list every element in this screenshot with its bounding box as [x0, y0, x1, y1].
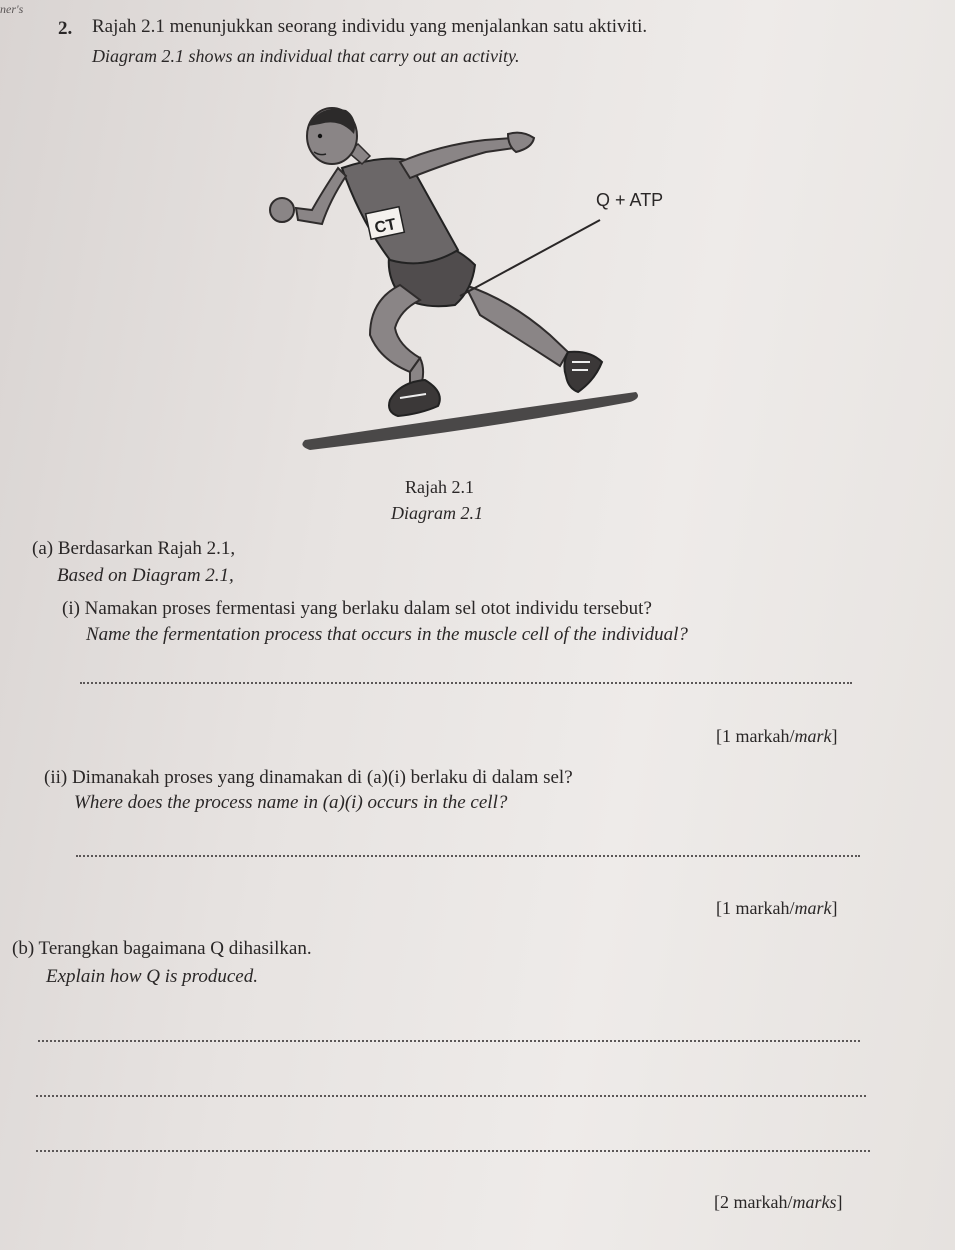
answer-line-b-2[interactable]	[36, 1095, 866, 1097]
back-hand	[508, 133, 534, 152]
ground-shadow	[302, 392, 638, 450]
part-a-i-question-en: Name the fermentation process that occurs in the muscle cell of the individual?	[86, 624, 688, 645]
part-b-question-en: Explain how Q is produced.	[46, 966, 258, 987]
front-thigh	[370, 285, 420, 372]
front-arm	[296, 168, 346, 224]
part-a-i-question-ms: (i) Namakan proses fermentasi yang berlaku dalam sel otot individu tersebut?	[62, 598, 652, 619]
part-a-ii-question-ms: (ii) Dimanakah proses yang dinamakan di (a)(i) berlaku di dalam sel?	[44, 767, 573, 788]
figure-caption-ms: Rajah 2.1	[405, 477, 474, 497]
jersey-number: CT	[373, 215, 398, 238]
marks-b: [2 markah/marks]	[714, 1192, 843, 1212]
question-stem-en: Diagram 2.1 shows an individual that carry out an activity.	[92, 46, 520, 66]
part-a-ii-question-en: Where does the process name in (a)(i) occurs in the cell?	[74, 792, 508, 813]
answer-line-a-i[interactable]	[80, 682, 852, 684]
answer-line-a-ii[interactable]	[76, 855, 860, 857]
marks-a-ii: [1 markah/mark]	[716, 898, 838, 918]
back-arm	[400, 138, 514, 178]
back-shoe	[564, 352, 602, 392]
runner-diagram	[250, 100, 680, 460]
front-fist	[270, 198, 294, 222]
corner-fragment: ner's	[0, 2, 24, 16]
part-a-intro-en: Based on Diagram 2.1,	[57, 565, 234, 586]
q-atp-label: Q + ATP	[596, 190, 664, 210]
question-stem-ms: Rajah 2.1 menunjukkan seorang individu yang menjalankan satu aktiviti.	[92, 16, 648, 37]
answer-line-b-3[interactable]	[36, 1150, 870, 1152]
marks-a-i: [1 markah/mark]	[716, 726, 838, 746]
figure-caption-en: Diagram 2.1	[391, 503, 484, 523]
label-pointer-line	[460, 220, 600, 296]
eye	[318, 134, 322, 138]
part-b-question-ms: (b) Terangkan bagaimana Q dihasilkan.	[12, 938, 312, 959]
back-thigh	[465, 285, 568, 366]
answer-line-b-1[interactable]	[38, 1040, 860, 1042]
part-a-intro-ms: (a) Berdasarkan Rajah 2.1,	[32, 538, 236, 559]
question-number: 2.	[58, 18, 73, 39]
front-shoe	[389, 380, 440, 416]
